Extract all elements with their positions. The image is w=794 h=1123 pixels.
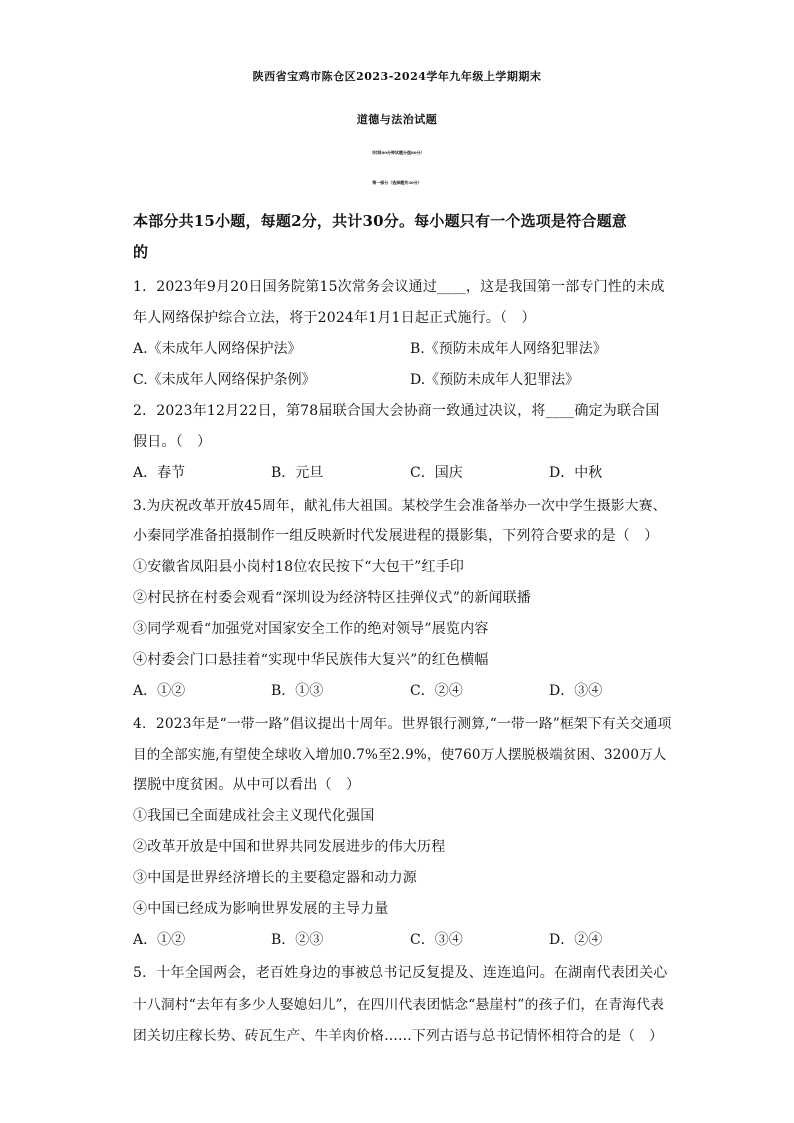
- q4-stem-line1: 4．2023年是“一带一路”倡议提出十周年。世界银行测算,“一带一路”框架下有关交通项: [133, 716, 672, 732]
- exam-title-line2: 道德与法治试题: [356, 113, 438, 126]
- q2-stem-line2: 假日。（ ）: [133, 434, 212, 450]
- q4-option-c: C．③④: [410, 932, 463, 948]
- q4-statement-1: ①我国已全面建成社会主义现代化强国: [133, 808, 375, 824]
- q4-option-a: A．①②: [133, 932, 186, 948]
- q4-stem-line3: 摆脱中度贫困。从中可以看出（ ）: [133, 777, 361, 793]
- q3-statement-4: ④村委会门口悬挂着“实现中华民族伟大复兴”的红色横幅: [133, 652, 489, 668]
- q1-option-b: B.《预防未成年人网络犯罪法》: [410, 341, 607, 357]
- q2-stem-line1: 2．2023年12月22日，第78届联合国大会协商一致通过决议，将____确定为联合国: [133, 403, 660, 419]
- q4-option-b: B．②③: [271, 932, 324, 948]
- time-info: （时间80分钟试题分值80分）: [369, 150, 425, 155]
- q3-option-c: C．②④: [410, 683, 463, 699]
- q2-option-b: B．元旦: [271, 465, 324, 481]
- q4-stem-line2: 目的全部实施,有望使全球收入增加0.7%至2.9%，使760万人摆脱极端贫困、3200万人: [133, 747, 667, 763]
- q3-option-a: A．①②: [133, 683, 186, 699]
- q1-option-d: D.《预防未成年人犯罪法》: [410, 372, 580, 388]
- q4-statement-4: ④中国已经成为影响世界发展的主导力量: [133, 901, 389, 917]
- q3-option-d: D．③④: [549, 683, 603, 699]
- q3-statement-3: ③同学观看“加强党对国家安全工作的绝对领导”展览内容: [133, 621, 489, 637]
- q1-stem-line2: 年人网络保护综合立法，将于2024年1月1日起正式施行。（ ）: [133, 310, 536, 326]
- q3-stem-line1: 3.为庆祝改革开放45周年，献礼伟大祖国。某校学生会准备举办一次中学生摄影大赛、: [133, 498, 667, 514]
- q1-stem-line1: 1．2023年9月20日国务院第15次常务会议通过____，这是我国第一部专门性的未成: [133, 279, 665, 295]
- q3-option-b: B．①③: [271, 683, 324, 699]
- q5-stem-line3: 团关切庄稼长势、砖瓦生产、牛羊肉价格……下列古语与总书记情怀相符合的是（ ）: [133, 1028, 664, 1044]
- q5-stem-line2: 十八洞村“去年有多少人娶媳妇儿”，在四川代表团惦念“悬崖村”的孩子们，在青海代表: [133, 997, 665, 1013]
- q5-stem-line1: 5．十年全国两会，老百姓身边的事被总书记反复提及、连连追问。在湖南代表团关心: [133, 965, 668, 981]
- q2-option-a: A．春节: [133, 465, 186, 481]
- q4-statement-2: ②改革开放是中国和世界共同发展进步的伟大历程: [133, 839, 446, 855]
- instructions-line1: 本部分共15小题，每题2分，共计30分。每小题只有一个选项是符合题意: [133, 212, 627, 230]
- instructions-line2: 的: [133, 243, 149, 261]
- part-heading: 第一部分（选择题共30分）: [372, 180, 422, 185]
- q4-statement-3: ③中国是世界经济增长的主要稳定器和动力源: [133, 870, 417, 886]
- q3-stem-line2: 小秦同学准备拍摄制作一组反映新时代发展进程的摄影集，下列符合要求的是（ ）: [133, 528, 659, 544]
- q2-option-c: C．国庆: [410, 465, 463, 481]
- q2-option-d: D．中秋: [549, 465, 603, 481]
- q3-statement-1: ①安徽省凤阳县小岗村18位农民按下“大包干”红手印: [133, 559, 465, 575]
- q1-option-c: C.《未成年人网络保护条例》: [133, 372, 316, 388]
- q1-option-a: A.《未成年人网络保护法》: [133, 341, 302, 357]
- exam-title-line1: 陕西省宝鸡市陈仓区2023-2024学年九年级上学期期末: [252, 70, 542, 83]
- q3-statement-2: ②村民挤在村委会观看“深圳设为经济特区挂弹仪式”的新闻联播: [133, 590, 532, 606]
- q4-option-d: D．②④: [549, 932, 603, 948]
